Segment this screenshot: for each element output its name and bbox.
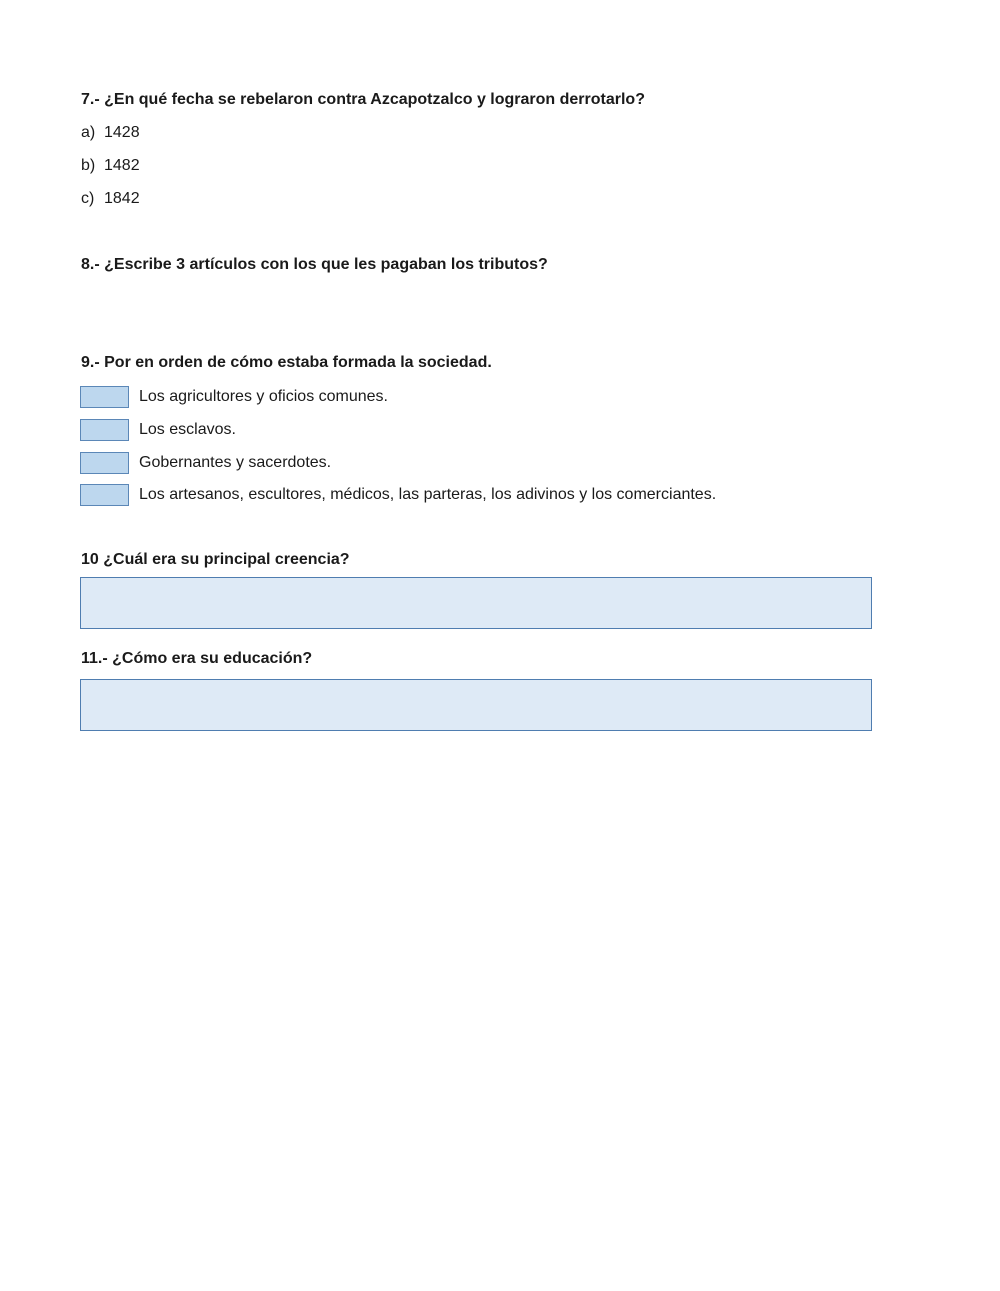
order-item-row bbox=[80, 452, 331, 474]
option-text: 1428 bbox=[104, 124, 140, 141]
question-7-option-a[interactable] bbox=[81, 124, 140, 142]
question-11-answer-box[interactable] bbox=[80, 679, 872, 731]
question-7-title: 7.- ¿En qué fecha se rebelaron contra Azcapotzalco y lograron derrotarlo? bbox=[81, 91, 645, 108]
order-item-row bbox=[80, 419, 236, 441]
order-item-text: Los esclavos. bbox=[139, 421, 236, 438]
order-item-row bbox=[80, 484, 716, 506]
order-item-row bbox=[80, 386, 388, 408]
question-10-title: 10 ¿Cuál era su principal creencia? bbox=[81, 551, 350, 568]
order-input-box[interactable] bbox=[80, 452, 129, 474]
question-11-title: 11.- ¿Cómo era su educación? bbox=[81, 650, 313, 667]
order-item-text: Gobernantes y sacerdotes. bbox=[139, 454, 332, 471]
order-input-box[interactable] bbox=[80, 419, 129, 441]
order-input-box[interactable] bbox=[80, 386, 129, 408]
question-7-option-c[interactable] bbox=[81, 190, 140, 208]
question-10-answer-box[interactable] bbox=[80, 577, 872, 629]
option-text: 1842 bbox=[104, 190, 140, 207]
order-item-text: Los artesanos, escultores, médicos, las parteras, los adivinos y los comerciantes. bbox=[139, 486, 717, 503]
question-7-option-b[interactable] bbox=[81, 157, 140, 175]
option-text: 1482 bbox=[104, 157, 140, 174]
order-input-box[interactable] bbox=[80, 484, 129, 506]
question-8-title: 8.- ¿Escribe 3 artículos con los que les pagaban los tributos? bbox=[81, 256, 548, 273]
option-letter: c) bbox=[81, 190, 95, 207]
option-letter: b) bbox=[81, 157, 96, 174]
option-letter: a) bbox=[81, 124, 96, 141]
order-item-text: Los agricultores y oficios comunes. bbox=[139, 388, 388, 405]
question-9-title: 9.- Por en orden de cómo estaba formada la sociedad. bbox=[81, 354, 492, 371]
